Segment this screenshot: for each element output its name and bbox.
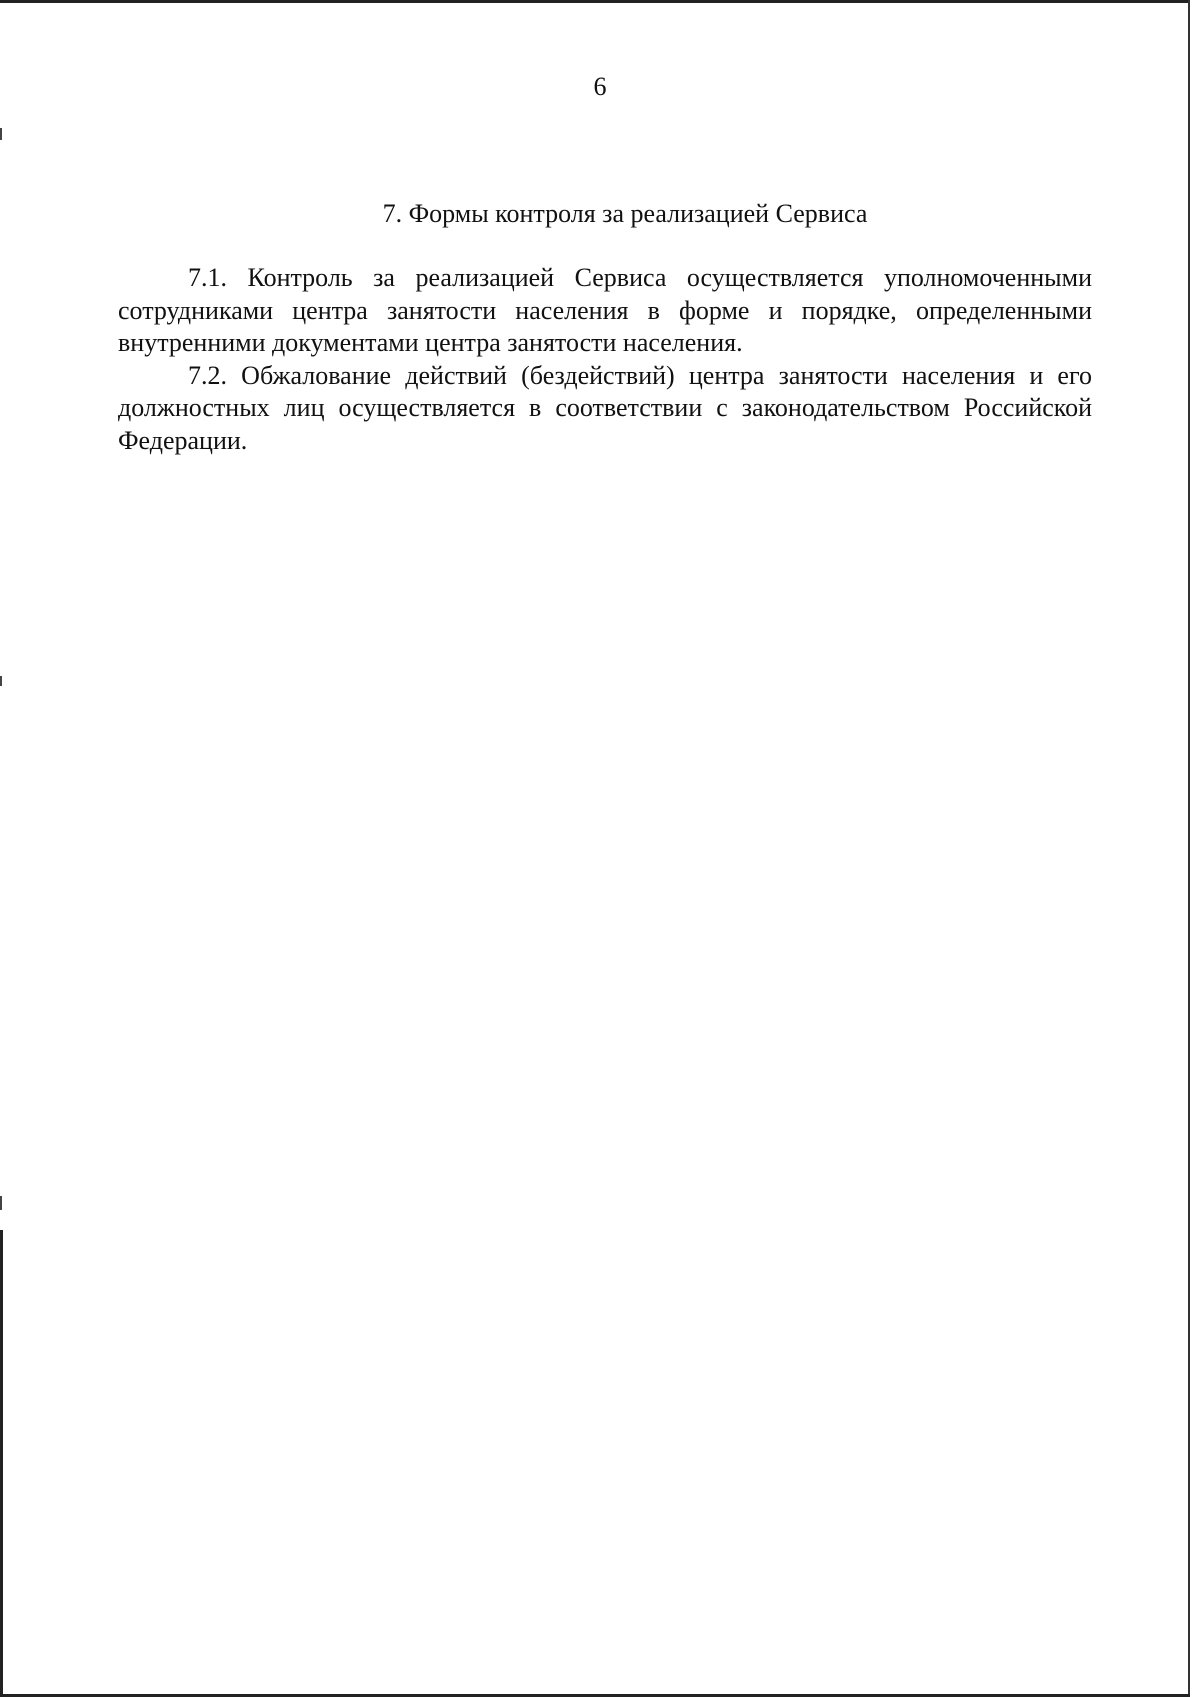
page-number: 6 [593,72,607,101]
section-body [118,262,1092,457]
scan-edge-right [1188,0,1190,1697]
scan-mark [0,676,2,686]
section-heading: 7. Формы контроля за реализацией Сервиса [382,199,868,228]
scan-mark [0,128,2,140]
scan-edge-left [0,1230,3,1697]
scan-mark [0,1196,2,1210]
paragraph-7-1: 7.1. Контроль за реализацией Сервиса осуществляется уполномоченными сотрудниками центра занятости населения в форме и порядке, определенными внутренними документами центра занятости населения. [118,263,1092,357]
paragraph-7-2: 7.2. Обжалование действий (бездействий) центра занятости населения и его должностных лиц осуществляется в соответствии с законодательством Российской Федерации. [118,360,1092,455]
scan-edge-top [0,0,1190,3]
